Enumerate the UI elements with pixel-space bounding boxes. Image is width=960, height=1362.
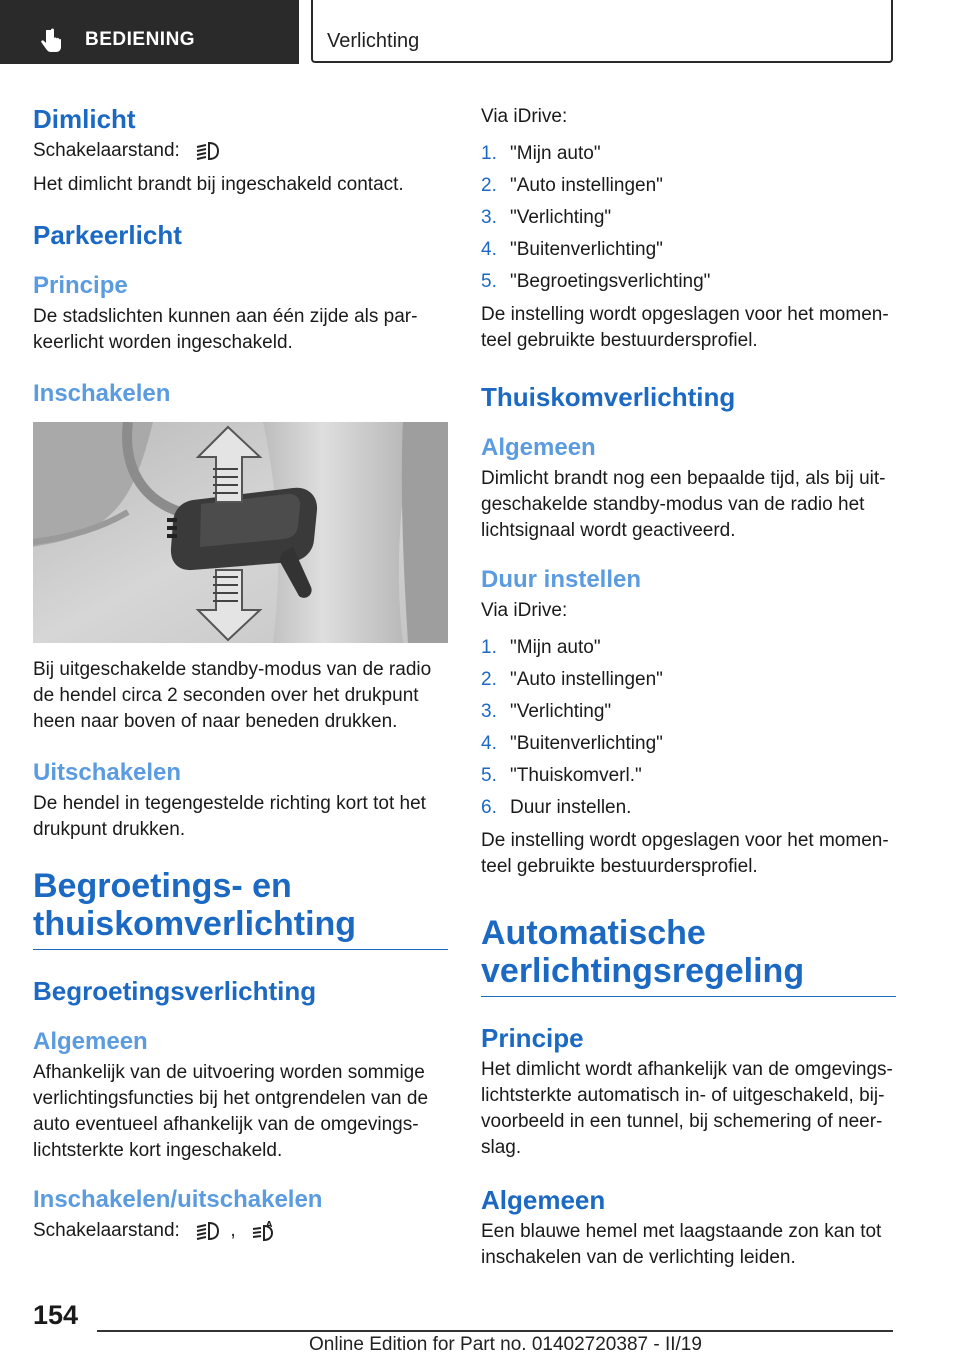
low-beam-icon [193,1220,221,1242]
chapter-label: Verlichting [327,30,420,52]
parkeerlicht-heading: Parkeerlicht [33,220,182,250]
right-column [481,100,896,1271]
list-item: 1. "Mijn auto" [481,637,601,658]
list-item: 6. Duur instellen. [481,797,632,818]
via-idrive-2: Via iDrive: [481,600,568,621]
page-number: 154 [33,1300,79,1330]
list-item: 3. "Verlichting" [481,207,612,228]
inschakelen-heading: Inschakelen [33,380,171,407]
list-item: 5. "Thuiskomverl." [481,765,642,786]
inschakelen-uitschakelen-heading: Inschakelen/uitschakelen [33,1186,323,1213]
svg-text:A: A [265,1219,273,1229]
automatische-heading-line1: Automatische [481,914,706,952]
begroetings-heading [33,867,448,950]
begroetings-heading-line1: Begroetings- en [33,867,292,905]
begroetingsverlichting-heading: Begroetingsverlichting [33,976,317,1006]
list-item: 5. "Begroetingsverlichting" [481,271,711,292]
algemeen2-heading: Algemeen [481,434,596,461]
stored-text-2: De instelling wordt opgeslagen voor het momen-teel gebruikte bestuurdersprofiel. [481,830,889,877]
principe2-heading: Principe [481,1023,584,1053]
principe-text: De stadslichten kunnen aan één zijde als par-keerlicht worden ingeschakeld. [33,306,418,353]
list-item: 3. "Verlichting" [481,701,612,722]
via-idrive-1: Via iDrive: [481,106,568,127]
uitschakelen-text: De hendel in tegengestelde richting kort tot het drukpunt drukken. [33,793,426,840]
hand-pointer-icon [40,28,64,54]
list-item: 4. "Buitenverlichting" [481,733,663,754]
inuit-separator: , [230,1220,236,1241]
list-item: 4. "Buitenverlichting" [481,239,663,260]
automatische-heading [481,914,896,997]
algemeen-heading: Algemeen [33,1028,148,1055]
dimlicht-text: Het dimlicht brandt bij ingeschakeld contact. [33,174,404,195]
stored-text-1: De instelling wordt opgeslagen voor het momen-teel gebruikte bestuurdersprofiel. [481,304,889,351]
dimlicht-heading: Dimlicht [33,104,136,134]
dimlicht-switch-line [33,138,448,164]
lever-photo [33,422,448,643]
chapter-tab [311,0,893,63]
automatische-heading-line2: verlichtingsregeling [481,952,805,990]
section-label: BEDIENING [85,29,196,50]
section-tab [0,0,299,64]
list-item: 2. "Auto instellingen" [481,669,663,690]
thuiskomverlichting-heading: Thuiskomverlichting [481,382,736,412]
principe2-text: Het dimlicht wordt afhankelijk van de omgevings-lichtsterkte automatisch in- of uitgeschakeld, bij-voorbeeld in een tunnel, bij schemering of neer-slag. [481,1059,893,1158]
low-beam-icon [193,140,221,162]
page-header [0,0,960,66]
dimlicht-switch-label: Schakelaarstand: [33,140,180,161]
principe-heading: Principe [33,272,128,299]
algemeen-text: Afhankelijk van de uitvoering worden sommige verlichtingsfuncties bij het ontgrendelen van de auto eventueel afhankelijk van de omgevings-lichtsterkte kort ingeschakeld. [33,1062,429,1161]
inuit-switch-line [33,1218,448,1244]
duur-instellen-heading: Duur instellen [481,566,642,593]
lever-illustration [33,422,448,643]
auto-light-icon [249,1220,277,1242]
footer-divider [97,1330,893,1332]
idrive-steps-1 [481,138,896,298]
algemeen2-text: Dimlicht brandt nog een bepaalde tijd, als bij uit-geschakelde standby-modus van de radio het lichtsignaal wordt geactiveerd. [481,468,886,541]
uitschakelen-heading: Uitschakelen [33,759,182,786]
edition-text: Online Edition for Part no. 01402720387 - II/19 [309,1334,702,1355]
inschakelen-text: Bij uitgeschakelde standby-modus van de radio de hendel circa 2 seconden over het drukpunt heen naar boven of naar beneden drukken. [33,659,432,732]
begroetings-heading-line2: thuiskomverlichting [33,905,357,943]
list-item: 1. "Mijn auto" [481,143,601,164]
left-column [33,100,448,1244]
idrive-steps-2 [481,632,896,824]
algemeen3-heading: Algemeen [481,1185,606,1215]
list-item: 2. "Auto instellingen" [481,175,663,196]
inuit-switch-label: Schakelaarstand: [33,1220,180,1241]
algemeen3-text: Een blauwe hemel met laagstaande zon kan tot inschakelen van de verlichting leiden. [481,1221,882,1268]
